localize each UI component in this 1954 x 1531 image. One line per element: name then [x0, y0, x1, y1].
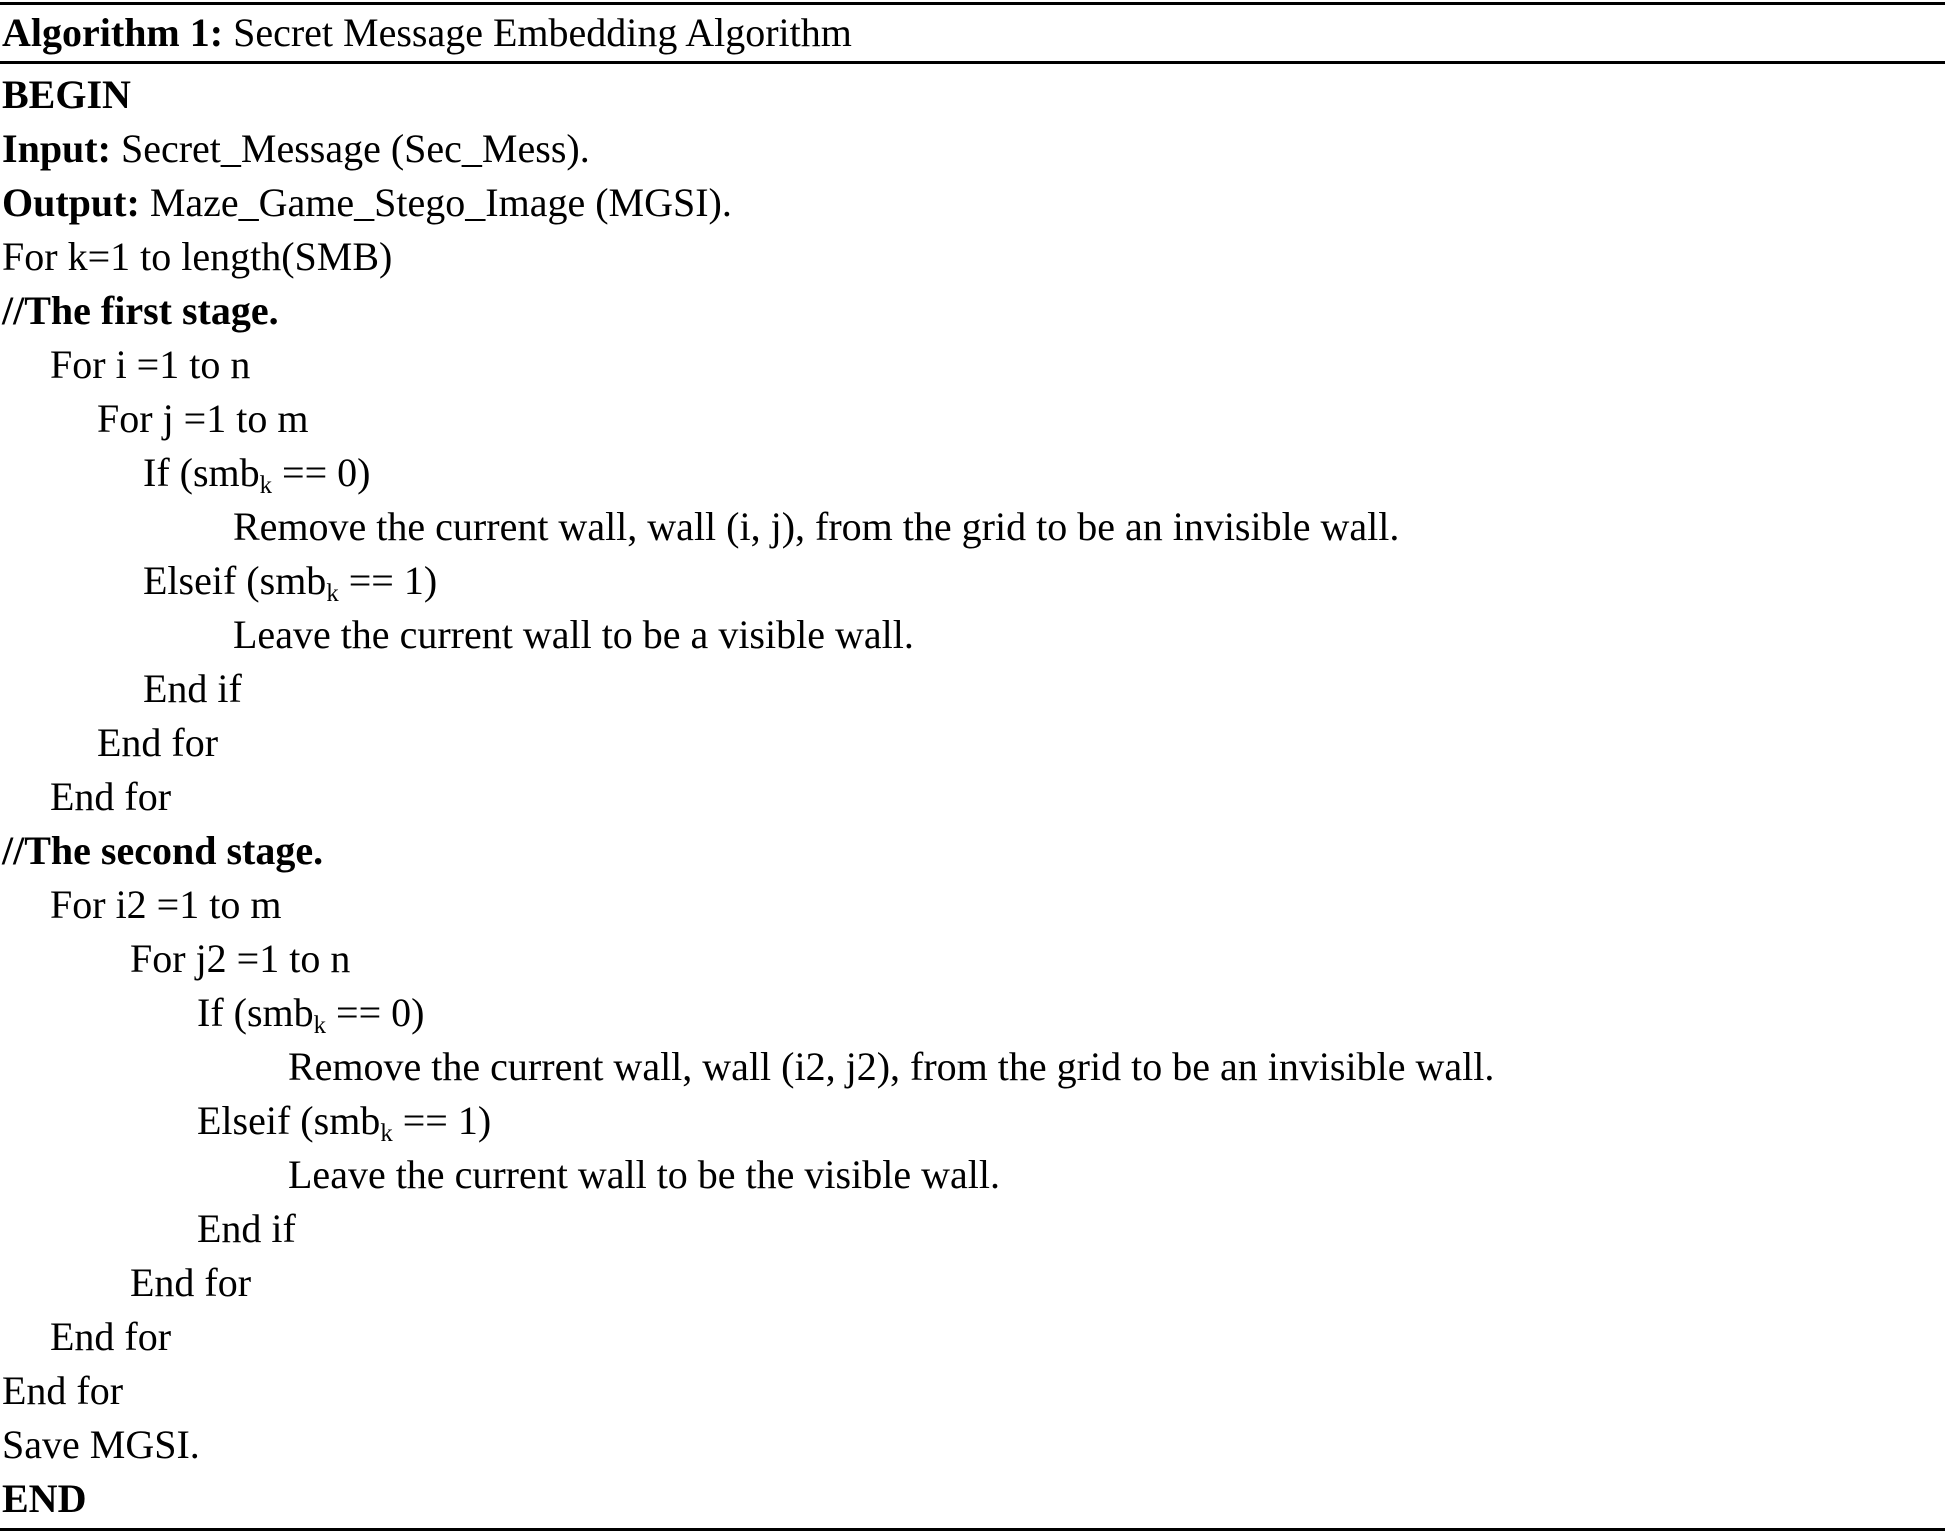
code-text: End for — [97, 720, 219, 765]
pseudocode-body — [0, 64, 1954, 1526]
code-text: For j =1 to m — [97, 396, 309, 441]
code-text: //The second stage. — [2, 828, 324, 873]
code-line-begin — [0, 68, 1954, 122]
code-text: For k=1 to length(SMB) — [2, 234, 393, 279]
code-text: For i2 =1 to m — [50, 882, 282, 927]
code-line-end-if-b — [0, 1202, 1954, 1256]
algorithm-title — [0, 5, 1954, 61]
code-line-comment-stage-2 — [0, 824, 1954, 878]
code-line-elseif-smb-1-a — [0, 554, 1954, 608]
code-text: End for — [130, 1260, 252, 1305]
code-text: Leave the current wall to be a visible wall. — [233, 612, 914, 657]
code-text: Elseif (smb — [143, 558, 327, 603]
code-text: //The first stage. — [2, 288, 279, 333]
code-line-end-if-a — [0, 662, 1954, 716]
code-text: Remove the current wall, wall (i, j), from the grid to be an invisible wall. — [233, 504, 1400, 549]
code-line-remove-wall-b — [0, 1040, 1954, 1094]
code-line-end-for-j2 — [0, 1256, 1954, 1310]
code-text: Leave the current wall to be the visible wall. — [288, 1152, 1000, 1197]
subscript-index: k — [259, 472, 273, 500]
code-line-elseif-smb-1-b — [0, 1094, 1954, 1148]
code-text-tail: == 0) — [272, 450, 371, 495]
algorithm-title-text: Secret Message Embedding Algorithm — [233, 10, 852, 55]
code-text: Secret_Message (Sec_Mess). — [110, 126, 590, 171]
code-line-end-for-k — [0, 1364, 1954, 1418]
code-line-end-for-j — [0, 716, 1954, 770]
code-text: BEGIN — [2, 72, 131, 117]
code-line-if-smb-0-b — [0, 986, 1954, 1040]
code-text: End for — [50, 774, 172, 819]
code-text: If (smb — [197, 990, 314, 1035]
code-line-save-mgsi — [0, 1418, 1954, 1472]
code-text: Remove the current wall, wall (i2, j2), from the grid to be an invisible wall. — [288, 1044, 1495, 1089]
code-line-comment-stage-1 — [0, 284, 1954, 338]
code-text: Maze_Game_Stego_Image (MGSI). — [139, 180, 732, 225]
code-line-for-i — [0, 338, 1954, 392]
code-line-for-k — [0, 230, 1954, 284]
algorithm-block — [0, 2, 1954, 1523]
code-text: For i =1 to n — [50, 342, 251, 387]
subscript-index: k — [380, 1120, 393, 1148]
code-text: Elseif (smb — [197, 1098, 381, 1143]
code-line-for-j2 — [0, 932, 1954, 986]
code-text: For j2 =1 to n — [130, 936, 351, 981]
code-line-end — [0, 1472, 1954, 1526]
code-line-if-smb-0-a — [0, 446, 1954, 500]
code-text: Save MGSI. — [2, 1422, 200, 1467]
code-line-leave-wall-b — [0, 1148, 1954, 1202]
code-line-input — [0, 122, 1954, 176]
code-line-for-i2 — [0, 878, 1954, 932]
algorithm-label: Algorithm 1: — [2, 10, 224, 55]
code-line-end-for-i2 — [0, 1310, 1954, 1364]
code-text: End if — [143, 666, 242, 711]
code-line-end-for-i — [0, 770, 1954, 824]
code-text-tail: == 1) — [338, 558, 438, 603]
code-line-leave-wall-a — [0, 608, 1954, 662]
code-text: End for — [2, 1368, 124, 1413]
code-text: End for — [50, 1314, 172, 1359]
code-line-remove-wall-a — [0, 500, 1954, 554]
code-line-output — [0, 176, 1954, 230]
keyword-label: Output: — [2, 180, 140, 225]
code-text-tail: == 0) — [326, 990, 425, 1035]
code-text: If (smb — [143, 450, 260, 495]
subscript-index: k — [313, 1012, 327, 1040]
code-text: End if — [197, 1206, 296, 1251]
subscript-index: k — [326, 580, 339, 608]
code-text: END — [2, 1476, 87, 1521]
code-text-tail: == 1) — [392, 1098, 492, 1143]
keyword-label: Input: — [2, 126, 111, 171]
code-line-for-j — [0, 392, 1954, 446]
